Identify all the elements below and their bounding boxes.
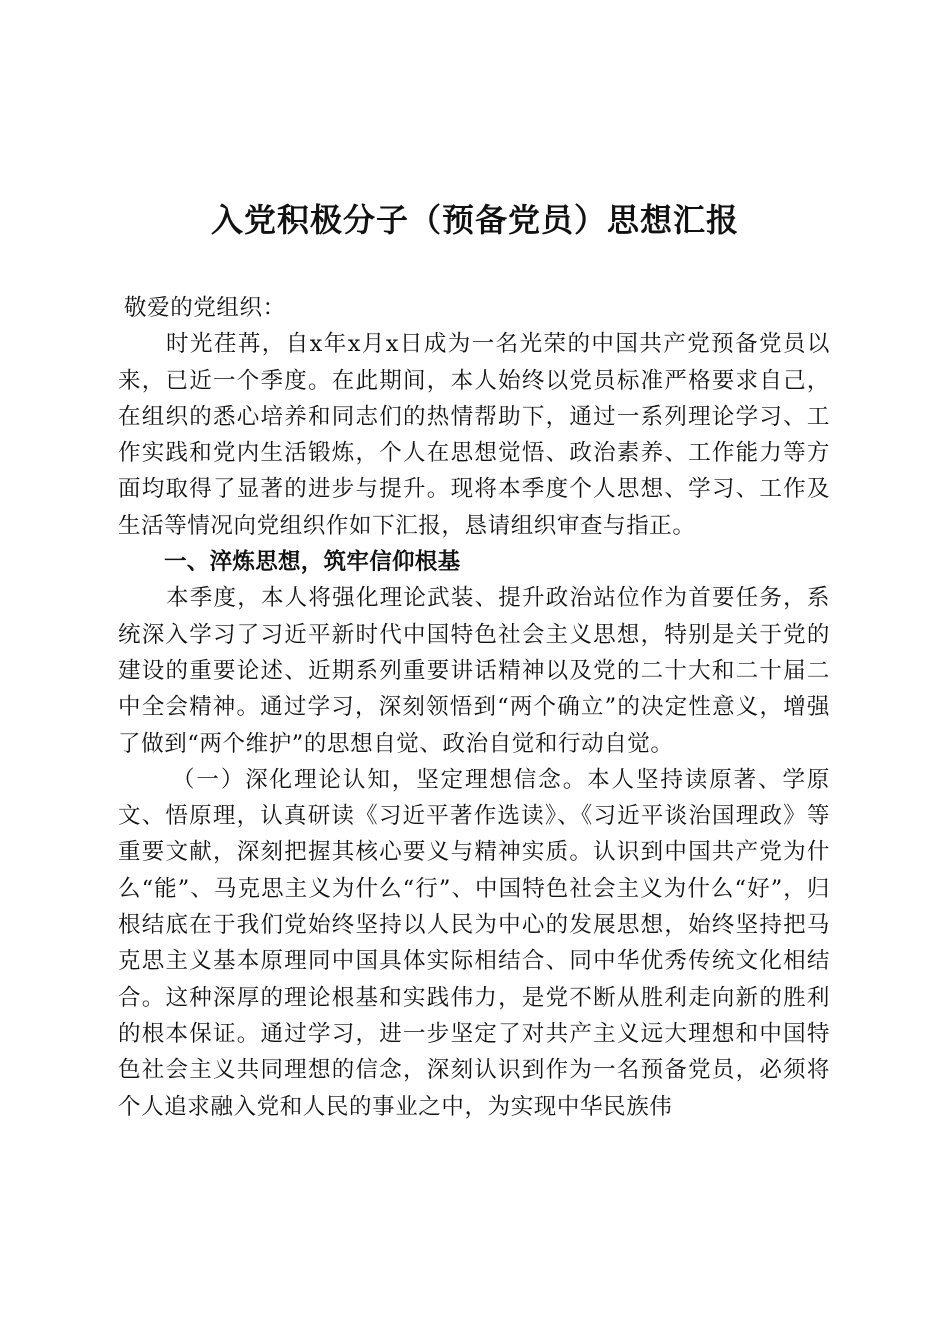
intro-paragraph: 时光荏苒，自x年x月x日成为一名光荣的中国共产党预备党员以来，已近一个季度。在此期间，本人始终以党员标准严格要求自己，在组织的悉心培养和同志们的热情帮助下，通过一系列理论学习、工作实践和党内生活锻炼，个人在思想觉悟、政治素养、工作能力等方面均取得了显著的进步与提升。现将本季度个人思想、学习、工作及生活等情况向党组织作如下汇报，恳请组织审查与指正。 — [118, 331, 830, 539]
document-title: 入党积极分子（预备党员）思想汇报 — [210, 201, 739, 239]
subsection-paragraph: （一）深化理论认知，坚定理想信念。本人坚持读原著、学原文、悟原理，认真研读《习近平著作选读》、《习近平谈治国理政》等重要文献，深刻把握其核心要义与精神实质。认识到中国共产党为什么“能”、马克思主义为什么“行”、中国特色社会主义为什么“好”，归根结底在于我们党始终坚持以人民为中心的发展思想，始终坚持把马克思主义基本原理同中国具体实际相结合、同中华优秀传统文化相结合。这种深厚的理论根基和实践伟力，是党不断从胜利走向新的胜利的根本保证。通过学习，进一步坚定了对共产主义远大理想和中国特色社会主义共同理想的信念，深刻认识到作为一名预备党员，必须将个人追求融入党和人民的事业之中，为实现中华民族伟 — [118, 766, 830, 1120]
section-paragraph: 本季度，本人将强化理论武装、提升政治站位作为首要任务，系统深入学习了习近平新时代中国特色社会主义思想，特别是关于党的建设的重要论述、近期系列重要讲话精神以及党的二十大和二十届二中全会精神。通过学习，深刻领悟到“两个确立”的决定性意义，增强了做到“两个维护”的思想自觉、政治自觉和行动自觉。 — [118, 585, 830, 757]
salutation: 敬爱的党组织： — [124, 295, 286, 321]
document-body — [118, 290, 830, 1125]
section-heading: 一、淬炼思想，筑牢信仰根基 — [164, 549, 461, 576]
